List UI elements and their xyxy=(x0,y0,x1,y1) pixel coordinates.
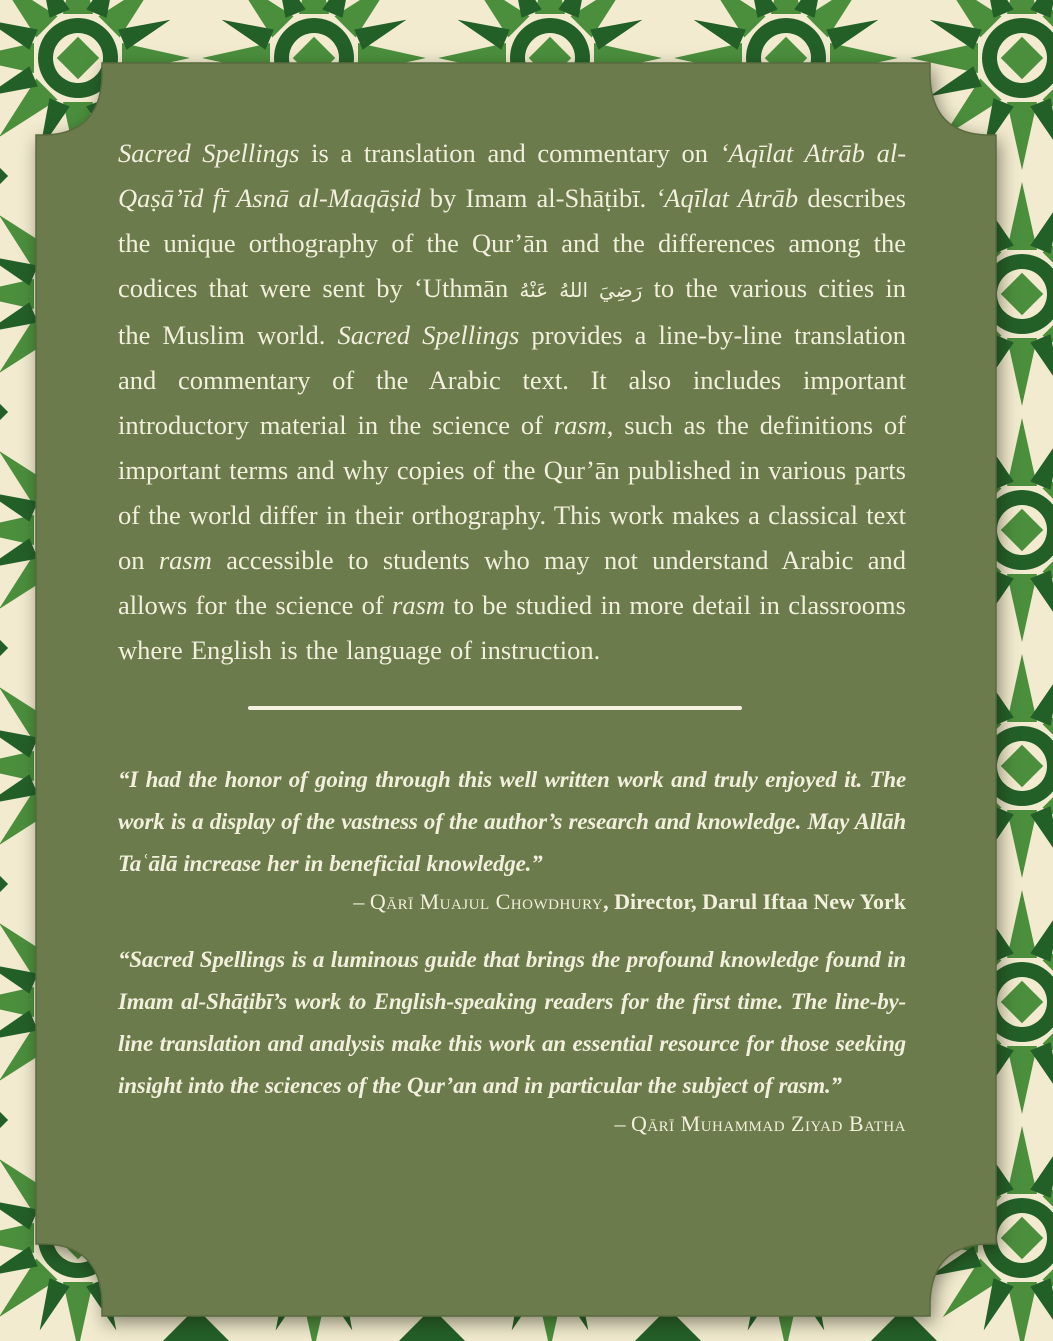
text-segment: ‘Aqīlat Atrāb xyxy=(655,183,799,213)
attribution-dash: – xyxy=(353,889,370,914)
text-segment: ‘Aqīlat Atrāb al-Qaṣā’īd fī Asnā al-Maqāṣid xyxy=(118,138,907,213)
text-segment: by Imam al-Shāṭibī. xyxy=(420,183,656,213)
text-segment: rasm xyxy=(392,590,446,620)
reviewer-role-1: , Director, Darul Iftaa New York xyxy=(603,889,906,914)
reviewer-name-2: Qārī Muhammad Ziyad Batha xyxy=(630,1111,906,1136)
divider-rule xyxy=(248,706,742,710)
review-quote-2: “Sacred Spellings is a luminous guide that brings the profound knowledge found in Imam al-Shāṭibī’s work to English-speaking readers for the first time. The line-by-line translation and analysis make this work an essential resource for those seeking insight into the sciences of the Qur’an and in particular the subject of rasm.” xyxy=(118,947,906,1098)
text-segment: Sacred Spellings xyxy=(337,320,520,350)
text-segment: Sacred Spellings xyxy=(118,138,300,168)
review-attribution-1 xyxy=(118,889,906,915)
text-segment: to the various cities in the Muslim world. xyxy=(118,273,906,350)
reviewer-name-1: Qārī Muajul Chowdhury xyxy=(369,889,604,914)
text-segment: rasm xyxy=(553,410,607,440)
text-segment: , such as the definitions of important terms and why copies of the Qur’ān published in various parts of the world differ in their orthography. This work makes a classical text on xyxy=(118,410,906,575)
text-segment: is a translation and commentary on xyxy=(299,138,720,168)
text-segment: accessible to students who may not understand Arabic and allows for the science of xyxy=(118,545,907,620)
text-segment: describes the unique orthography of the Qur’ān and the differences among the codices that were sent by ‘Uthmān xyxy=(118,183,906,303)
text-segment: رَضِيَ اللهُ عَنْهُ xyxy=(519,278,643,302)
text-segment: rasm xyxy=(158,545,212,575)
review-attribution-2 xyxy=(118,1111,906,1137)
panel-content xyxy=(118,131,906,1137)
text-segment: to be studied in more detail in classrooms where English is the language of instruction. xyxy=(118,590,906,665)
review-quote-1: “I had the honor of going through this well written work and truly enjoyed it. The work is a display of the vastness of the author’s research and knowledge. May Allāh Taʿālā increase her in beneficial knowledge.” xyxy=(118,767,906,876)
text-segment: provides a line-by-line translation and commentary of the Arabic text. It also includes important introductory material in the science of xyxy=(118,320,907,440)
attribution-dash: – xyxy=(614,1111,631,1136)
synopsis-paragraph xyxy=(118,131,906,673)
